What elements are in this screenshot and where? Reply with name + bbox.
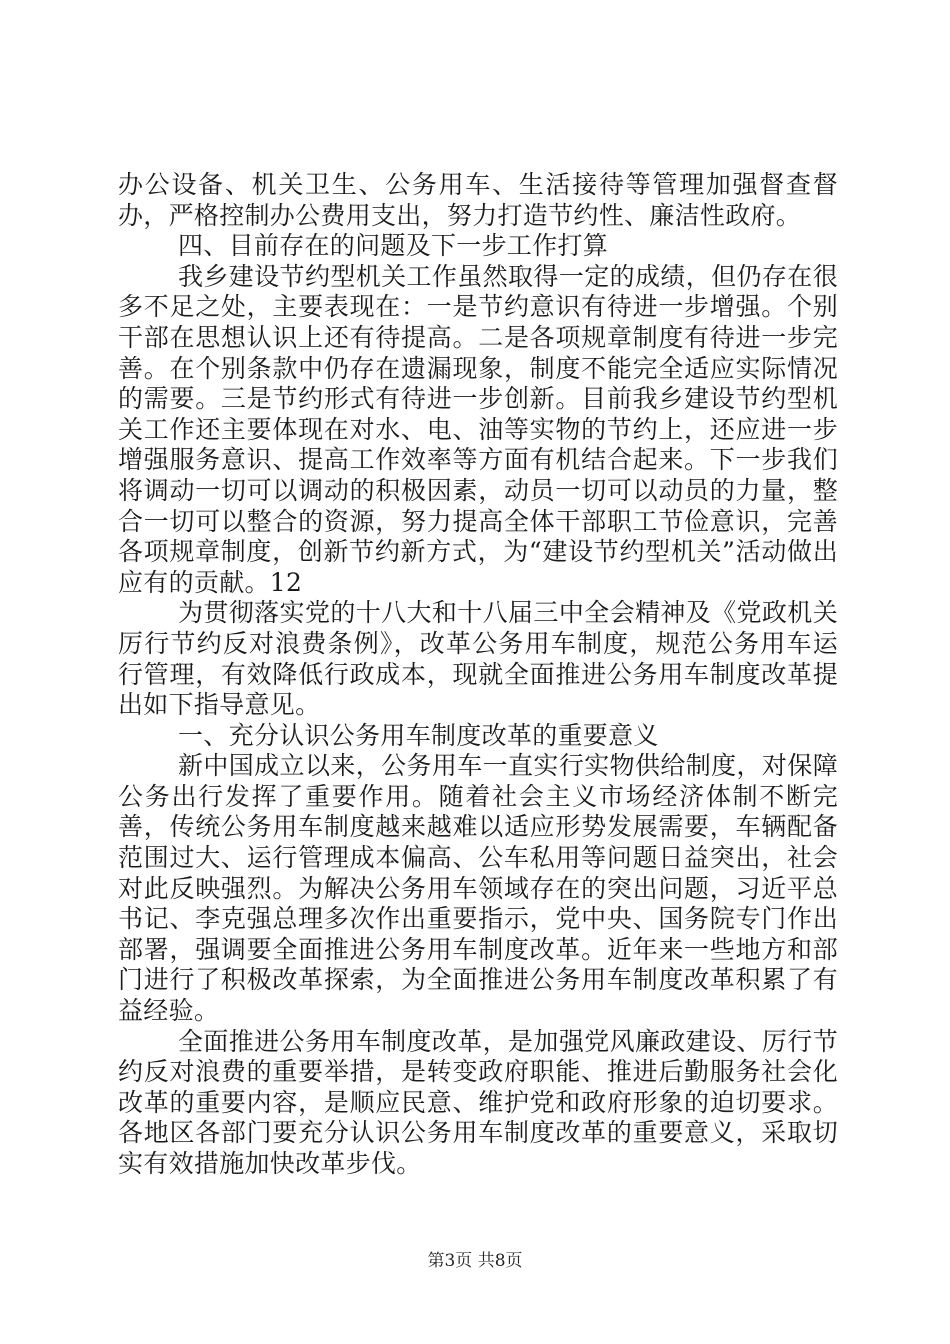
- paragraph-importance: 全面推进公务用车制度改革，是加强党风廉政建设、厉行节约反对浪费的重要举措，是转变政府职能、推进后勤服务社会化改革的重要内容，是顺应民意、维护党和政府形象的迫切要求。各地区各部门要充分认识公务用车制度改革的重要意义，采取切实有效措施加快改革步伐。: [118, 1026, 838, 1178]
- paragraph-continuation: 办公设备、机关卫生、公务用车、生活接待等管理加强督查督办，严格控制办公费用支出，努力打造节约性、廉洁性政府。: [118, 170, 838, 230]
- paragraph-problems-plan: 我乡建设节约型机关工作虽然取得一定的成绩，但仍存在很多不足之处，主要表现在：一是节约意识有待进一步增强。个别干部在思想认识上还有待提高。二是各项规章制度有待进一步完善。在个别条款中仍存在遗漏现象，制度不能完全适应实际情况的需要。三是节约形式有待进一步创新。目前我乡建设节约型机关工作还主要体现在对水、电、油等实物的节约上，还应进一步增强服务意识、提高工作效率等方面有机结合起来。下一步我们将调动一切可以调动的积极因素，动员一切可以动员的力量，整合一切可以整合的资源，努力提高全体干部职工节俭意识，完善各项规章制度，创新节约新方式，为“建设节约型机关”活动做出应有的贡献。12: [118, 261, 838, 597]
- section-heading-significance: 一、充分认识公务用车制度改革的重要意义: [178, 720, 659, 750]
- section-heading-problems: 四、目前存在的问题及下一步工作打算: [178, 231, 609, 261]
- page-number-footer: 第3页 共8页: [427, 1251, 523, 1271]
- paragraph-history: 新中国成立以来，公务用车一直实行实物供给制度，对保障公务出行发挥了重要作用。随着社会主义市场经济体制不断完善，传统公务用车制度越来越难以适应形势发展需要，车辆配备范围过大、运行管理成本偏高、公车私用等问题日益突出，社会对此反映强烈。为解决公务用车领域存在的突出问题，习近平总书记、李克强总理多次作出重要指示，党中央、国务院专门作出部署，强调要全面推进公务用车制度改革。近年来一些地方和部门进行了积极改革探索，为全面推进公务用车制度改革积累了有益经验。: [118, 751, 838, 1026]
- paragraph-guidance-intro: 为贯彻落实党的十八大和十八届三中全会精神及《党政机关厉行节约反对浪费条例》，改革公务用车制度，规范公务用车运行管理，有效降低行政成本，现就全面推进公务用车制度改革提出如下指导意见。: [118, 598, 838, 720]
- document-body: [118, 170, 838, 1180]
